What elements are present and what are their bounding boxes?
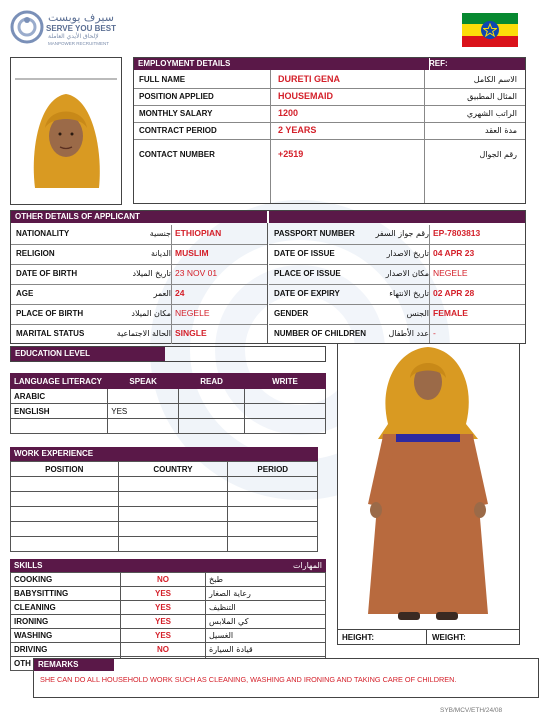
detail-arabic-label: مكان الاصدار xyxy=(385,269,429,278)
detail-label: PLACE OF ISSUE xyxy=(274,269,341,278)
detail-arabic-label: تاريخ الميلاد xyxy=(132,269,171,278)
work-cell xyxy=(118,477,228,492)
employment-title-text: EMPLOYMENT DETAILS xyxy=(138,59,231,68)
work-cell xyxy=(228,492,318,507)
logo-name: SERVE YOU BEST xyxy=(46,24,116,33)
other-details-section xyxy=(10,210,526,344)
left-detail-row xyxy=(11,265,267,284)
skill-arabic-label: التنظيف xyxy=(206,601,326,615)
work-row xyxy=(11,477,318,492)
employment-label: FULL NAME xyxy=(139,75,186,84)
employment-value: +2519 xyxy=(278,149,304,159)
portrait-image xyxy=(15,88,117,188)
work-cell xyxy=(11,477,119,492)
skills-section xyxy=(10,559,326,671)
language-header-cell: SPEAK xyxy=(108,374,179,389)
language-section xyxy=(10,373,326,434)
detail-value: ETHIOPIAN xyxy=(175,228,222,238)
employment-arabic-label: رقم الجوال xyxy=(479,150,517,159)
detail-label: DATE OF ISSUE xyxy=(274,249,335,258)
work-cell xyxy=(228,522,318,537)
left-detail-row xyxy=(11,325,267,344)
work-cell xyxy=(118,492,228,507)
skill-value: NO xyxy=(121,643,206,657)
skill-arabic-label: رعاية الصغار xyxy=(206,587,326,601)
detail-value: EP-7803813 xyxy=(433,228,481,238)
skill-value: YES xyxy=(121,629,206,643)
detail-arabic-label: الحالة الاجتماعية xyxy=(116,329,171,338)
logo-arabic-name: سيرف يوبست xyxy=(48,11,114,24)
skill-label: COOKING xyxy=(11,573,121,587)
right-detail-row xyxy=(269,245,525,264)
detail-arabic-label: العمر xyxy=(153,289,171,298)
company-logo xyxy=(10,10,120,50)
language-header-cell: READ xyxy=(179,374,245,389)
work-cell xyxy=(118,522,228,537)
skill-value: NO xyxy=(121,573,206,587)
work-cell xyxy=(228,537,318,552)
remarks-title xyxy=(34,659,114,671)
language-cell xyxy=(179,404,245,419)
work-header-row xyxy=(11,462,318,477)
employment-label: CONTACT NUMBER xyxy=(139,150,215,159)
work-experience-title-text: WORK EXPERIENCE xyxy=(14,449,94,458)
detail-arabic-label: تاريخ الاصدار xyxy=(386,249,429,258)
skill-row xyxy=(11,587,326,601)
work-header-cell: POSITION xyxy=(11,462,119,477)
detail-value: MUSLIM xyxy=(175,248,209,258)
full-body-image xyxy=(338,344,519,629)
ref-label: REF: xyxy=(429,59,448,68)
skill-arabic-label: طبخ xyxy=(206,573,326,587)
left-detail-row xyxy=(11,225,267,244)
detail-label: MARITAL STATUS xyxy=(16,329,85,338)
other-details-title-text: OTHER DETAILS OF APPLICANT xyxy=(15,212,140,221)
right-detail-row xyxy=(269,265,525,284)
employment-arabic-label: الاسم الكامل xyxy=(473,75,517,84)
language-cell xyxy=(179,389,245,404)
work-experience-title xyxy=(10,447,318,461)
skill-row xyxy=(11,629,326,643)
skill-row xyxy=(11,615,326,629)
detail-value: 24 xyxy=(175,288,185,298)
work-row xyxy=(11,492,318,507)
remarks-text: SHE CAN DO ALL HOUSEHOLD WORK SUCH AS CLEANING, WASHING AND IRONING AND TAKING CARE OF CHILDREN. xyxy=(40,675,457,684)
employment-details-title xyxy=(134,58,525,70)
detail-value: - xyxy=(433,328,436,338)
skill-label: DRIVING xyxy=(11,643,121,657)
detail-arabic-label: تاريخ الانتهاء xyxy=(389,289,429,298)
work-cell xyxy=(11,522,119,537)
logo-sub: MANPOWER RECRUITMENT xyxy=(48,41,109,46)
employment-value: 1200 xyxy=(278,108,299,118)
detail-label: PASSPORT NUMBER xyxy=(274,229,355,238)
language-cell: ENGLISH xyxy=(11,404,108,419)
work-row xyxy=(11,537,318,552)
language-cell: ARABIC xyxy=(11,389,108,404)
work-cell xyxy=(118,507,228,522)
detail-arabic-label: الديانة xyxy=(150,249,171,258)
education-section xyxy=(10,346,326,362)
employment-value: DURETI GENA xyxy=(278,74,341,84)
skill-value: YES xyxy=(121,601,206,615)
skill-value: YES xyxy=(121,615,206,629)
language-header-cell: WRITE xyxy=(244,374,325,389)
detail-arabic-label: الجنس xyxy=(406,309,429,318)
employment-arabic-label: الراتب الشهري xyxy=(466,109,517,118)
language-cell: YES xyxy=(108,404,179,419)
employment-row xyxy=(134,123,525,140)
detail-value: 02 APR 28 xyxy=(433,288,475,298)
logo-arabic-sub: لإلحاق الأيدي العاملة xyxy=(48,33,99,40)
skill-arabic-label: الغسيل xyxy=(206,629,326,643)
skills-title-text: SKILLS xyxy=(14,561,43,570)
right-detail-row xyxy=(269,325,525,344)
detail-label: AGE xyxy=(16,289,34,298)
employment-row xyxy=(134,72,525,89)
work-header-cell: PERIOD xyxy=(228,462,318,477)
employment-label: CONTRACT PERIOD xyxy=(139,126,217,135)
language-header-cell: LANGUAGE LITERACY xyxy=(11,374,108,389)
education-title xyxy=(11,347,165,361)
language-row xyxy=(11,404,326,419)
language-cell xyxy=(11,419,108,434)
skill-label: CLEANING xyxy=(11,601,121,615)
flag-icon xyxy=(462,13,518,47)
employment-value: 2 YEARS xyxy=(278,125,317,135)
skill-row xyxy=(11,601,326,615)
skill-row xyxy=(11,573,326,587)
work-row xyxy=(11,507,318,522)
employment-row xyxy=(134,147,525,164)
skill-label: BABYSITTING xyxy=(11,587,121,601)
skill-arabic-label: كي الملابس xyxy=(206,615,326,629)
remarks-title-text: REMARKS xyxy=(38,660,79,669)
detail-value: SINGLE xyxy=(175,328,207,338)
skill-value: YES xyxy=(121,587,206,601)
logo-emblem-icon xyxy=(10,10,44,44)
skills-arabic-title: المهارات xyxy=(292,561,322,570)
language-cell xyxy=(244,419,325,434)
skills-title xyxy=(10,559,326,572)
employment-arabic-label: مدة العقد xyxy=(485,126,517,135)
skill-label: IRONING xyxy=(11,615,121,629)
portrait-photo xyxy=(10,57,122,205)
work-cell xyxy=(118,537,228,552)
detail-arabic-label: مكان الميلاد xyxy=(131,309,171,318)
detail-value: FEMALE xyxy=(433,308,468,318)
employment-label: MONTHLY SALARY xyxy=(139,109,213,118)
detail-arabic-label: جنسية xyxy=(149,229,171,238)
language-row xyxy=(11,389,326,404)
detail-value: NEGELE xyxy=(433,268,468,278)
language-header-row xyxy=(11,374,326,389)
language-cell xyxy=(108,419,179,434)
language-row xyxy=(11,419,326,434)
education-title-text: EDUCATION LEVEL xyxy=(15,349,90,358)
work-cell xyxy=(228,477,318,492)
language-cell xyxy=(108,389,179,404)
employment-label: POSITION APPLIED xyxy=(139,92,214,101)
employment-details-section xyxy=(133,57,526,204)
left-detail-row xyxy=(11,305,267,324)
work-row xyxy=(11,522,318,537)
skill-label: OTH xyxy=(11,657,121,671)
skill-arabic-label: قيادة السيارة xyxy=(206,643,326,657)
full-body-photo xyxy=(337,343,520,645)
employment-value: HOUSEMAID xyxy=(278,91,334,101)
detail-arabic-label: عدد الأطفال xyxy=(388,329,429,338)
work-cell xyxy=(228,507,318,522)
detail-value: NEGELE xyxy=(175,308,210,318)
detail-label: NUMBER OF CHILDREN xyxy=(274,329,366,338)
work-cell xyxy=(11,537,119,552)
detail-arabic-label: رقم جواز السفر xyxy=(375,229,429,238)
right-detail-row xyxy=(269,285,525,304)
work-header-cell: COUNTRY xyxy=(118,462,228,477)
detail-label: RELIGION xyxy=(16,249,55,258)
remarks-section xyxy=(33,658,539,698)
employment-row xyxy=(134,89,525,106)
left-detail-row xyxy=(11,285,267,304)
skill-row xyxy=(11,643,326,657)
detail-value: 23 NOV 01 xyxy=(175,268,218,278)
right-detail-row xyxy=(269,305,525,324)
employment-arabic-label: المثال المطبيق xyxy=(467,92,517,101)
work-experience-section xyxy=(10,447,318,552)
employment-row xyxy=(134,106,525,123)
detail-label: NATIONALITY xyxy=(16,229,70,238)
weight-label: WEIGHT: xyxy=(432,633,466,642)
right-detail-row xyxy=(269,225,525,244)
height-label: HEIGHT: xyxy=(342,633,374,642)
reference-code: SYB/MCV/ETH/24/08 xyxy=(440,707,503,714)
language-cell xyxy=(244,389,325,404)
detail-label: DATE OF EXPIRY xyxy=(274,289,340,298)
language-cell xyxy=(179,419,245,434)
language-cell xyxy=(244,404,325,419)
skill-label: WASHING xyxy=(11,629,121,643)
detail-label: DATE OF BIRTH xyxy=(16,269,78,278)
left-detail-row xyxy=(11,245,267,264)
work-cell xyxy=(11,507,119,522)
work-cell xyxy=(11,492,119,507)
detail-label: PLACE OF BIRTH xyxy=(16,309,84,318)
detail-label: GENDER xyxy=(274,309,309,318)
detail-value: 04 APR 23 xyxy=(433,248,475,258)
